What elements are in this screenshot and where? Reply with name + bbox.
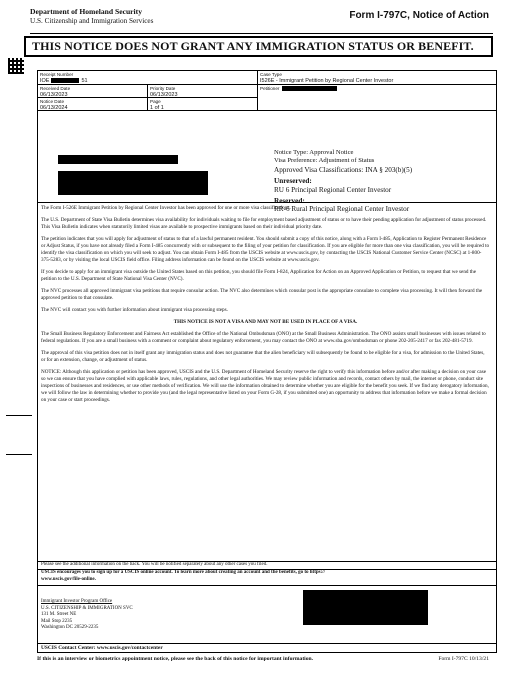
paragraph: The NVC will contact you with further information about immigrant visa processing steps. [41,306,228,313]
margin-mark [6,415,32,416]
header-divider [30,33,493,34]
page-value: 1 of 1 [150,105,164,111]
office-address [41,599,133,632]
appointment-note: If this is an interview or biometrics appointment notice, please see the back of this notice for important information. [37,656,314,662]
not-a-visa-statement: THIS NOTICE IS NOT A VISA AND MAY NOT BE USED IN PLACE OF A VISA. [173,319,358,325]
verification-notice: NOTICE: Although this application or petition has been approved, USCIS and the U.S. Department of Homeland Security reserve the right to verify this information before and/or after making a decision on your case so we can ensure that you have complied with applicable laws, rules, regulations, and other legal authorities. We may review public information and records, contact others by mail, the internet or phone, conduct site inspections of businesses and residences, or use other methods of verification. We will use the information obtained to determine whether you are eligible for the benefit you seek. If we find any derogatory information, we will follow the law in determining whether to provide you (and the legal representative listed on your Form G-28, if you submitted one) an opportunity to address that information before we make a formal decision on your case or start proceedings. [41,369,489,403]
agency-name: Department of Homeland Security [30,7,142,16]
agency-subname: U.S. Citizenship and Immigration Services [30,17,154,25]
notice-type: Notice Type: Approval Notice [274,149,354,156]
receipt-number-cell [38,71,258,85]
receipt-suffix: 51 [81,78,88,84]
notice-document [37,70,497,653]
priority-date-cell [148,85,258,98]
priority-date-label: Priority Date [150,86,176,91]
form-id: Form I-797C 10/13/21 [438,656,489,662]
office-line: Mail Stop 2235 [41,618,73,624]
notice-body [41,205,490,409]
file-online-link[interactable]: www.uscis.gov/file-online. [41,576,96,582]
paragraph: The Small Business Regulatory Enforcement and Fairness Act established the Office of the National Ombudsman (ONO) at the Small Business Administration. The ONO assists small businesses with issues related to federal regulations. If you are a small business with a comment or complaint about regulatory enforcement, you may contact the ONO at www.sba.gov/ombudsman or phone 202-205-2417 or fax 202-481-5719. [41,331,486,344]
office-line: 131 M. Street NE [41,612,77,618]
body-divider [38,202,496,203]
visa-preference: Visa Preference: Adjustment of Status [274,157,375,165]
receipt-number-label: Receipt Number [40,72,74,77]
office-line: U.S. CITIZENSHIP & IMMIGRATION SVC [41,605,133,611]
notice-banner: THIS NOTICE DOES NOT GRANT ANY IMMIGRATION STATUS OR BENEFIT. [24,36,493,57]
page-cell [148,98,258,111]
case-type-label: Case Type [260,72,282,77]
office-line: Washington DC 20529-2235 [41,625,99,631]
redaction [58,155,178,164]
case-type-cell [258,71,496,85]
paragraph: The approval of this visa petition does not in itself grant any immigration status and does not guarantee that the alien beneficiary will subsequently be found to be eligible for a visa, for admission to the United States, or for an extension, change, or adjustment of status. [41,350,485,363]
additional-info-line: Please see the additional information on the back. You will be notified separately about any other cases you filed. [38,561,496,569]
online-account-text: USCIS encourages you to sign up for a USCIS online account. To learn more about creating an account and the benefits, go to https:// [41,570,326,575]
contact-center[interactable]: USCIS Contact Center: www.uscis.gov/contactcenter [38,643,496,653]
agency-header [30,7,153,26]
paragraph: The U.S. Department of State Visa Bulletin determines visa availability for individuals waiting to file for employment based adjustment of status or to have their pending application for adjustment of status processed. This Visa Bulletin indicates when statutorily limited visas are available to prospective immigrants based on their individual priority date. [41,217,487,230]
approved-classifications: Approved Visa Classifications: INA § 203(b)(5) [274,165,413,174]
reserved-value: RR-6 Rural Principal Regional Center Investor [274,205,410,214]
unreserved-value: RU 6 Principal Regional Center Investor [274,185,392,194]
barcode-icon [8,58,24,74]
footer-divider [38,585,496,586]
reserved-label: Reserved: [274,197,305,206]
redaction [58,171,208,195]
notice-date-value: 06/13/2024 [40,105,68,111]
redaction [303,590,428,625]
petitioner-cell [258,85,496,111]
office-label: Immigrant Investor Program Office [41,599,113,604]
notice-date-label: Notice Date [40,99,65,104]
page-label: Page [150,99,161,104]
form-title: Form I-797C, Notice of Action [349,10,489,21]
case-type-value: I526E - Immigrant Petition by Regional Center Investor [260,78,394,84]
received-date-cell [38,85,148,98]
notice-date-cell [38,98,148,111]
received-date-value: 06/13/2023 [40,92,68,98]
petitioner-label: Petitioner [260,86,280,91]
margin-mark [6,454,32,455]
paragraph: If you decide to apply for an immigrant visa outside the United States based on this petition, you should file Form I-824, Application for Action on an Approved Application or Petition, to request that we send the petition to the U.S. Department of State National Visa Center (NVC). [41,268,477,282]
priority-date-value: 06/13/2023 [150,92,178,98]
online-account-note [38,569,496,585]
receipt-prefix: IOE [40,78,50,84]
received-date-label: Received Date [40,86,71,91]
paragraph: The NVC processes all approved immigrant visa petitions that require consular action. The NVC also determines which consular post is the appropriate consulate to complete visa processing. It will then forward the approved petition to that consulate. [41,287,483,301]
paragraph: The petition indicates that you will apply for adjustment of status to that of a lawful permanent resident. You should submit a copy of this notice, along with a Form I-485, Application to Register Permanent Residence or Adjust Status, if you have not already filed a Form I-485 concurrently with or subsequent to the filing of your petition for classification. If you are eligible for more than one visa classification, you will be required to identify the visa classification on which you will seek to adjust. You can obtain Form I-485 from the USCIS website at www.uscis.gov, by contacting the USCIS National Customer Service Center (NCSC) at 1-800-375-5283, or by visiting the local USCIS field office. Filing address information can be found on the USCIS website at www.uscis.gov. [41,236,490,263]
paragraph: The Form I-526E Immigrant Petition by Regional Center Investor has been approved for one or more visa classifications. [41,205,291,211]
unreserved-label: Unreserved: [274,177,312,186]
redaction [51,78,79,83]
redaction [282,86,337,91]
